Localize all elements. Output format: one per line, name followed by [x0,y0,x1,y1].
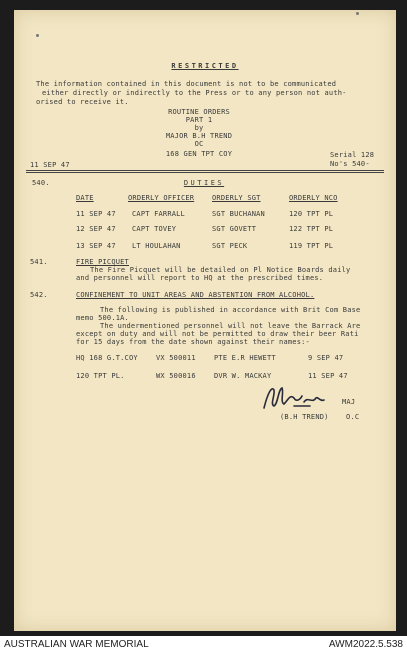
orders-unit: 168 GEN TPT COY [165,150,233,158]
archive-reference: AWM2022.5.538 [328,639,403,650]
duty-sgt: SGT GOVETT [212,225,257,233]
section-number: 541. [30,258,48,266]
order-numbers: No's 540- [330,160,370,168]
section-text-line: and personnel will report to HQ at the prescribed times. [76,274,324,282]
personnel-date: 11 SEP 47 [308,372,348,380]
section-number: 540. [32,179,50,187]
section-text-line: The undermentioned personnel will not leave the Barrack Are [100,322,361,330]
handwritten-signature [258,382,344,416]
order-date: 11 SEP 47 [30,161,70,169]
duty-date: 13 SEP 47 [76,242,116,250]
duty-nco: 119 TPT PL [289,242,334,250]
staple-mark [356,12,359,15]
column-header-orderly-nco: ORDERLY NCO [289,194,338,202]
orders-title: ROUTINE ORDERS [168,108,230,116]
section-heading-duties: DUTIES [183,179,225,187]
signature-title: O.C [346,413,360,421]
section-text-line: for 15 days from the date shown against their names:- [76,338,310,346]
duty-nco: 122 TPT PL [289,225,334,233]
section-text-line: The following is published in accordance with Brit Com Base [100,306,361,314]
duty-nco: 120 TPT PL [289,210,334,218]
archive-footer [0,636,407,653]
section-heading-fire-picquet: FIRE PICQUET [76,258,129,266]
duty-sgt: SGT PECK [212,242,248,250]
duty-date: 12 SEP 47 [76,225,116,233]
section-text-line: except on duty and will not be permitted to draw their beer Rati [76,330,359,338]
duty-officer: CAPT TOVEY [132,225,177,233]
column-header-date: DATE [76,194,94,202]
serial-number: Serial 128 [330,151,375,159]
orders-author: MAJOR B.H TREND [165,132,233,140]
personnel-unit: HQ 168 G.T.COY [76,354,138,362]
duty-date: 11 SEP 47 [76,210,116,218]
document-page [14,10,396,631]
duty-sgt: SGT BUCHANAN [212,210,265,218]
orders-part: PART 1 [185,116,213,124]
personnel-number: VX 500011 [156,354,196,362]
section-heading-confinement: CONFINEMENT TO UNIT AREAS AND ABSTENTION FROM ALCOHOL. [76,291,315,299]
section-number: 542. [30,291,48,299]
staple-mark [36,34,39,37]
orders-author-title: OC [194,140,204,148]
notice-line: orised to receive it. [36,98,129,106]
personnel-unit: 120 TPT PL. [76,372,125,380]
duty-officer: LT HOULAHAN [132,242,181,250]
column-header-orderly-officer: ORDERLY OFFICER [128,194,195,202]
signature-rank: MAJ [342,398,356,406]
duty-officer: CAPT FARRALL [132,210,185,218]
column-header-orderly-sgt: ORDERLY SGT [212,194,261,202]
personnel-name: DVR W. MACKAY [214,372,272,380]
header-rule [26,172,384,173]
section-text-line: The Fire Picquet will be detailed on Pl Notice Boards daily [90,266,351,274]
section-text-line: memo 500.1A. [76,314,129,322]
personnel-date: 9 SEP 47 [308,354,344,362]
signature-name: (B.H TREND) [280,413,329,421]
header-rule [26,170,384,171]
archive-name: AUSTRALIAN WAR MEMORIAL [4,639,149,650]
personnel-number: WX 500016 [156,372,196,380]
classification-heading: RESTRICTED [171,62,239,70]
notice-line: either directly or indirectly to the Press or to any person not auth- [42,89,347,97]
personnel-name: PTE E.R HEWETT [214,354,276,362]
notice-line: The information contained in this document is not to be communicated [36,80,337,88]
orders-by: by [194,124,204,132]
